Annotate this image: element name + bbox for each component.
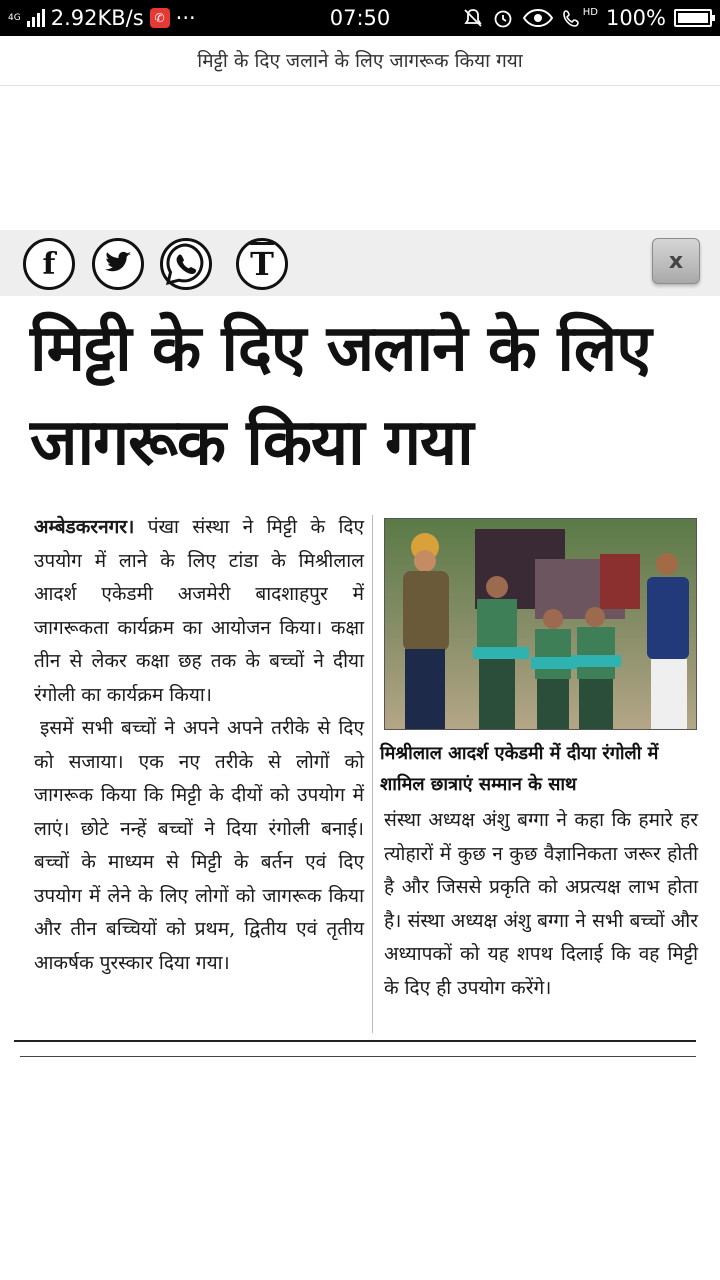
- close-button[interactable]: [652, 238, 700, 284]
- more-notifications-icon: ···: [175, 6, 196, 30]
- paragraph-1-text: पंखा संस्था ने मिट्टी के दिए उपयोग में लाने के लिए टांडा के मिश्रीलाल आदर्श एकेडमी अजमेरी बादशाहपुर में जागरूकता कार्यक्रम का आयोजन किया। कक्षा तीन से लेकर कक्षा छह तक के बच्चों ने दीया रंगोली का कार्यक्रम किया।: [34, 516, 364, 706]
- bottom-rule-thin: [20, 1056, 696, 1057]
- paragraph-3: संस्था अध्यक्ष अंशु बग्गा ने कहा कि हमारे हर त्योहारों में कुछ न कुछ वैज्ञानिकता जरूर होती है और जिससे प्रकृति को अप्रत्यक्ष लाभ होता है। संस्था अध्यक्ष अंशु बग्गा ने सभी बच्चों और अध्यापकों को यह शपथ दिलाई कि वह मिट्टी के दिए ही उपयोग करेंगे।: [384, 809, 698, 999]
- paragraph-1: [34, 511, 364, 712]
- status-right: [462, 0, 712, 36]
- eye-icon: [522, 7, 554, 29]
- twitter-share-button[interactable]: [92, 238, 144, 290]
- battery-icon: [674, 9, 712, 27]
- close-icon: x: [668, 248, 684, 274]
- twitter-icon: [103, 251, 133, 277]
- signal-icon: [27, 9, 45, 27]
- hd-call-icon: [562, 8, 582, 28]
- page-title: मिट्टी के दिए जलाने के लिए जागरूक किया गया: [0, 36, 720, 86]
- mute-icon: [462, 7, 484, 29]
- article-right-column: [384, 804, 698, 1005]
- article-photo: [384, 518, 697, 730]
- alarm-icon: [492, 7, 514, 29]
- hd-call-indicator: [562, 8, 598, 28]
- column-divider: [372, 515, 373, 1033]
- text-share-icon: $\overline{T}$: [250, 245, 274, 283]
- status-time: 07:50: [329, 6, 391, 30]
- share-bar: [0, 230, 720, 296]
- bottom-rule: [14, 1040, 696, 1042]
- paragraph-2: इसमें सभी बच्चों ने अपने अपने तरीके से दिए को सजाया। एक नए तरीके से लोगों को जागरूक किया कि मिट्टी के दीयों को उपयोग में लाएं। छोटे नन्हें बच्चों ने दिया रंगोली बनाई। बच्चों के माध्यम से मिट्टी के बर्तन एवं दिए उपयोग में लेने के लिए लोगों को जागरूक किया और तीन बच्चियों को प्रथम, द्वितीय एवं तृतीय आकर्षक पुरस्कार दिया गया।: [34, 717, 364, 974]
- status-left: [8, 0, 196, 36]
- missed-call-icon: ✆: [150, 8, 170, 28]
- battery-percent: 100%: [605, 6, 666, 30]
- text-share-button[interactable]: [236, 238, 288, 290]
- status-bar: [0, 0, 720, 36]
- facebook-share-button[interactable]: [23, 238, 75, 290]
- dateline: अम्बेडकरनगर।: [34, 516, 135, 538]
- whatsapp-share-button[interactable]: [160, 238, 212, 290]
- hd-tag: HD: [582, 7, 598, 18]
- photo-caption: मिश्रीलाल आदर्श एकेडमी में दीया रंगोली में शामिल छात्राएं सम्मान के साथ: [380, 743, 659, 795]
- photo-image: [385, 519, 697, 730]
- network-type: 4G: [8, 12, 21, 23]
- facebook-icon: f: [42, 246, 56, 282]
- article-headline: मिट्टी के दिए जलाने के लिए जागरूक किया गया: [30, 312, 651, 480]
- article-left-column: [34, 511, 364, 980]
- network-speed: 2.92KB/s: [50, 6, 144, 30]
- whatsapp-icon: [163, 241, 209, 287]
